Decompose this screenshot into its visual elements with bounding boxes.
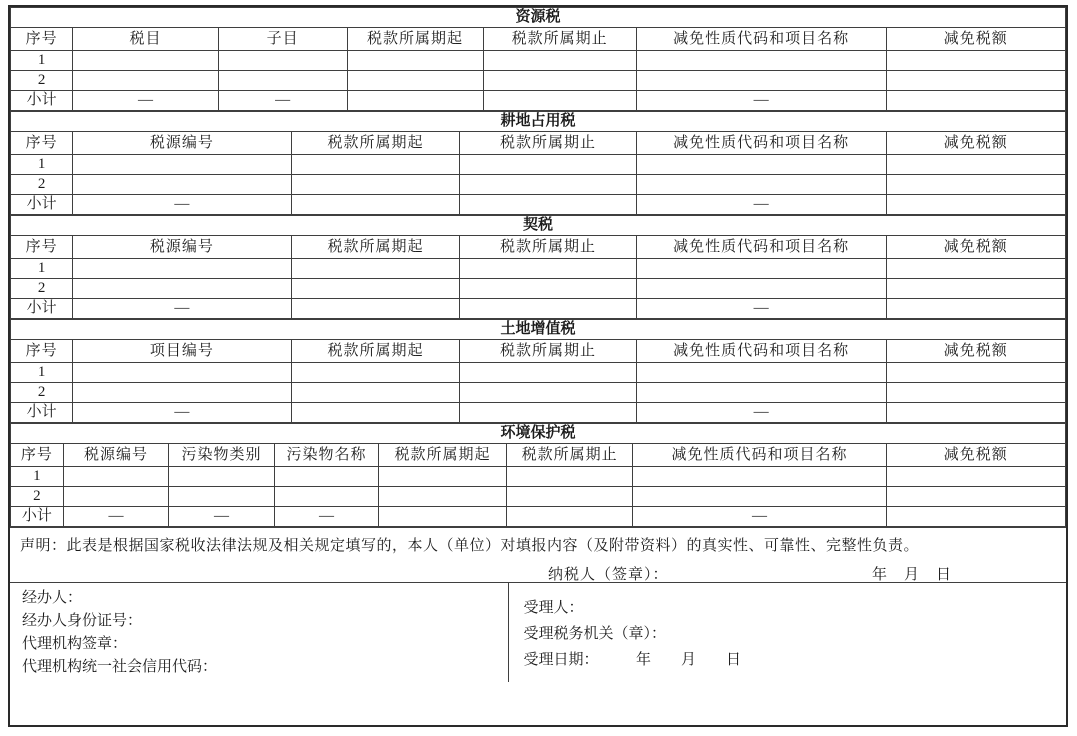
empty-cell (460, 363, 636, 383)
row-index-cell: 1 (11, 51, 73, 71)
subtotal-row (11, 195, 1066, 215)
empty-cell (636, 279, 886, 299)
row-index-cell: 1 (11, 259, 73, 279)
declaration-signature-line (20, 560, 1056, 584)
empty-cell (347, 51, 483, 71)
empty-cell (886, 279, 1065, 299)
footer-label: 受理人： (523, 600, 584, 616)
section-table-3 (10, 319, 1066, 423)
empty-cell (483, 91, 636, 111)
empty-cell (218, 71, 347, 91)
empty-cell (347, 71, 483, 91)
column-header: 税源编号 (63, 444, 169, 467)
empty-cell (460, 155, 636, 175)
section-title: 契税 (11, 216, 1066, 236)
empty-cell (483, 71, 636, 91)
column-header: 污染物名称 (274, 444, 378, 467)
empty-cell (291, 279, 460, 299)
empty-cell (291, 383, 460, 403)
dash-cell: — (636, 403, 886, 423)
column-header: 序号 (11, 340, 73, 363)
empty-cell (460, 403, 636, 423)
empty-cell (636, 175, 886, 195)
row-index-cell: 1 (11, 467, 64, 487)
empty-cell (379, 467, 507, 487)
column-header-row (11, 132, 1066, 155)
empty-cell (636, 383, 886, 403)
section-title-row (11, 216, 1066, 236)
row-index-cell: 2 (11, 175, 73, 195)
acceptance-info-cell (509, 583, 1066, 682)
section-table-1 (10, 111, 1066, 215)
entry-row (11, 259, 1066, 279)
column-header: 序号 (11, 28, 73, 51)
empty-cell (274, 467, 378, 487)
subtotal-row (11, 299, 1066, 319)
section-title-row (11, 112, 1066, 132)
empty-cell (218, 51, 347, 71)
empty-cell (63, 487, 169, 507)
column-header: 减免税额 (886, 236, 1065, 259)
column-header: 减免税额 (886, 340, 1065, 363)
entry-row (11, 487, 1066, 507)
empty-cell (506, 467, 633, 487)
column-header-row (11, 340, 1066, 363)
entry-row (11, 71, 1066, 91)
column-header: 税源编号 (73, 132, 291, 155)
entry-row (11, 467, 1066, 487)
empty-cell (379, 487, 507, 507)
empty-cell (506, 487, 633, 507)
entry-row (11, 175, 1066, 195)
footer-label: 受理日期： 年 月 日 (523, 652, 741, 668)
column-header: 污染物类别 (169, 444, 275, 467)
column-header: 减免性质代码和项目名称 (636, 236, 886, 259)
section-title-row (11, 8, 1066, 28)
empty-cell (483, 51, 636, 71)
row-index-cell: 小计 (11, 299, 73, 319)
empty-cell (636, 51, 886, 71)
empty-cell (886, 259, 1065, 279)
empty-cell (73, 259, 291, 279)
empty-cell (460, 279, 636, 299)
row-index-cell: 2 (11, 487, 64, 507)
dash-cell: — (73, 195, 291, 215)
empty-cell (274, 487, 378, 507)
column-header: 子目 (218, 28, 347, 51)
empty-cell (886, 155, 1065, 175)
empty-cell (886, 487, 1065, 507)
empty-cell (886, 51, 1065, 71)
section-title: 耕地占用税 (11, 112, 1066, 132)
empty-cell (636, 363, 886, 383)
declaration-statement: 声明：此表是根据国家税收法律法规及相关规定填写的，本人（单位）对填报内容（及附带资料）的真实性、可靠性、完整性负责。 (20, 538, 920, 554)
section-title: 土地增值税 (11, 320, 1066, 340)
form-frame (8, 5, 1068, 727)
column-header: 税款所属期止 (506, 444, 633, 467)
empty-cell (73, 51, 219, 71)
empty-cell (169, 487, 275, 507)
empty-cell (636, 259, 886, 279)
footer-label: 经办人身份证号： (22, 613, 143, 629)
empty-cell (73, 279, 291, 299)
column-header: 税款所属期止 (460, 132, 636, 155)
empty-cell (460, 383, 636, 403)
column-header: 减免性质代码和项目名称 (636, 340, 886, 363)
dash-cell: — (636, 91, 886, 111)
footer-label: 代理机构签章： (22, 636, 128, 652)
subtotal-row (11, 403, 1066, 423)
dash-cell: — (169, 507, 275, 527)
empty-cell (886, 71, 1065, 91)
row-index-cell: 2 (11, 383, 73, 403)
entry-row (11, 155, 1066, 175)
section-table-4 (10, 423, 1066, 527)
column-header: 税款所属期止 (483, 28, 636, 51)
section-table-2 (10, 215, 1066, 319)
empty-cell (633, 487, 886, 507)
section-title: 环境保护税 (11, 424, 1066, 444)
empty-cell (460, 259, 636, 279)
dash-cell: — (73, 403, 291, 423)
entry-row (11, 279, 1066, 299)
empty-cell (636, 155, 886, 175)
dash-cell: — (636, 195, 886, 215)
empty-cell (379, 507, 507, 527)
row-index-cell: 2 (11, 279, 73, 299)
empty-cell (63, 467, 169, 487)
empty-cell (886, 403, 1065, 423)
footer-label: 代理机构统一社会信用代码： (22, 659, 218, 675)
entry-row (11, 363, 1066, 383)
entry-row (11, 383, 1066, 403)
section-title-row (11, 320, 1066, 340)
section-title-row (11, 424, 1066, 444)
empty-cell (291, 195, 460, 215)
footer-row (10, 582, 1066, 682)
agent-info-cell (10, 583, 509, 682)
footer-label: 受理税务机关（章）： (523, 626, 666, 642)
empty-cell (886, 195, 1065, 215)
empty-cell (169, 467, 275, 487)
column-header-row (11, 236, 1066, 259)
dash-cell: — (274, 507, 378, 527)
column-header-row (11, 28, 1066, 51)
empty-cell (73, 155, 291, 175)
column-header: 减免税额 (886, 444, 1065, 467)
column-header: 项目编号 (73, 340, 291, 363)
empty-cell (633, 467, 886, 487)
empty-cell (291, 175, 460, 195)
subtotal-row (11, 91, 1066, 111)
row-index-cell: 1 (11, 155, 73, 175)
empty-cell (636, 71, 886, 91)
column-header: 减免税额 (886, 28, 1065, 51)
section-title: 资源税 (11, 8, 1066, 28)
column-header: 序号 (11, 132, 73, 155)
subtotal-row (11, 507, 1066, 527)
empty-cell (73, 71, 219, 91)
empty-cell (291, 299, 460, 319)
empty-cell (291, 155, 460, 175)
column-header: 税款所属期止 (460, 340, 636, 363)
column-header: 减免性质代码和项目名称 (633, 444, 886, 467)
empty-cell (73, 363, 291, 383)
row-index-cell: 小计 (11, 403, 73, 423)
column-header: 税款所属期起 (291, 236, 460, 259)
empty-cell (886, 383, 1065, 403)
footer-label: 经办人： (22, 590, 83, 606)
dash-cell: — (63, 507, 169, 527)
empty-cell (886, 363, 1065, 383)
column-header: 税款所属期起 (291, 132, 460, 155)
taxpayer-signature-label: 纳税人（签章）： (548, 567, 669, 583)
empty-cell (886, 175, 1065, 195)
row-index-cell: 小计 (11, 91, 73, 111)
column-header-row (11, 444, 1066, 467)
dash-cell: — (73, 299, 291, 319)
empty-cell (73, 383, 291, 403)
column-header: 序号 (11, 236, 73, 259)
empty-cell (886, 299, 1065, 319)
empty-cell (506, 507, 633, 527)
column-header: 序号 (11, 444, 64, 467)
empty-cell (291, 363, 460, 383)
empty-cell (460, 299, 636, 319)
declaration-row (10, 527, 1066, 582)
dash-cell: — (218, 91, 347, 111)
row-index-cell: 小计 (11, 507, 64, 527)
section-table-0 (10, 7, 1066, 111)
empty-cell (886, 467, 1065, 487)
entry-row (11, 51, 1066, 71)
column-header: 税款所属期止 (460, 236, 636, 259)
dash-cell: — (633, 507, 886, 527)
column-header: 税源编号 (73, 236, 291, 259)
empty-cell (347, 91, 483, 111)
row-index-cell: 2 (11, 71, 73, 91)
empty-cell (886, 91, 1065, 111)
column-header: 税款所属期起 (291, 340, 460, 363)
tax-sections (10, 7, 1066, 527)
empty-cell (886, 507, 1065, 527)
empty-cell (291, 403, 460, 423)
column-header: 减免性质代码和项目名称 (636, 28, 886, 51)
row-index-cell: 1 (11, 363, 73, 383)
row-index-cell: 小计 (11, 195, 73, 215)
dash-cell: — (636, 299, 886, 319)
empty-cell (291, 259, 460, 279)
column-header: 减免税额 (886, 132, 1065, 155)
empty-cell (73, 175, 291, 195)
taxpayer-date-label: 年 月 日 (872, 567, 953, 583)
column-header: 税目 (73, 28, 219, 51)
column-header: 税款所属期起 (347, 28, 483, 51)
dash-cell: — (73, 91, 219, 111)
empty-cell (460, 175, 636, 195)
column-header: 减免性质代码和项目名称 (636, 132, 886, 155)
column-header: 税款所属期起 (379, 444, 507, 467)
empty-cell (460, 195, 636, 215)
